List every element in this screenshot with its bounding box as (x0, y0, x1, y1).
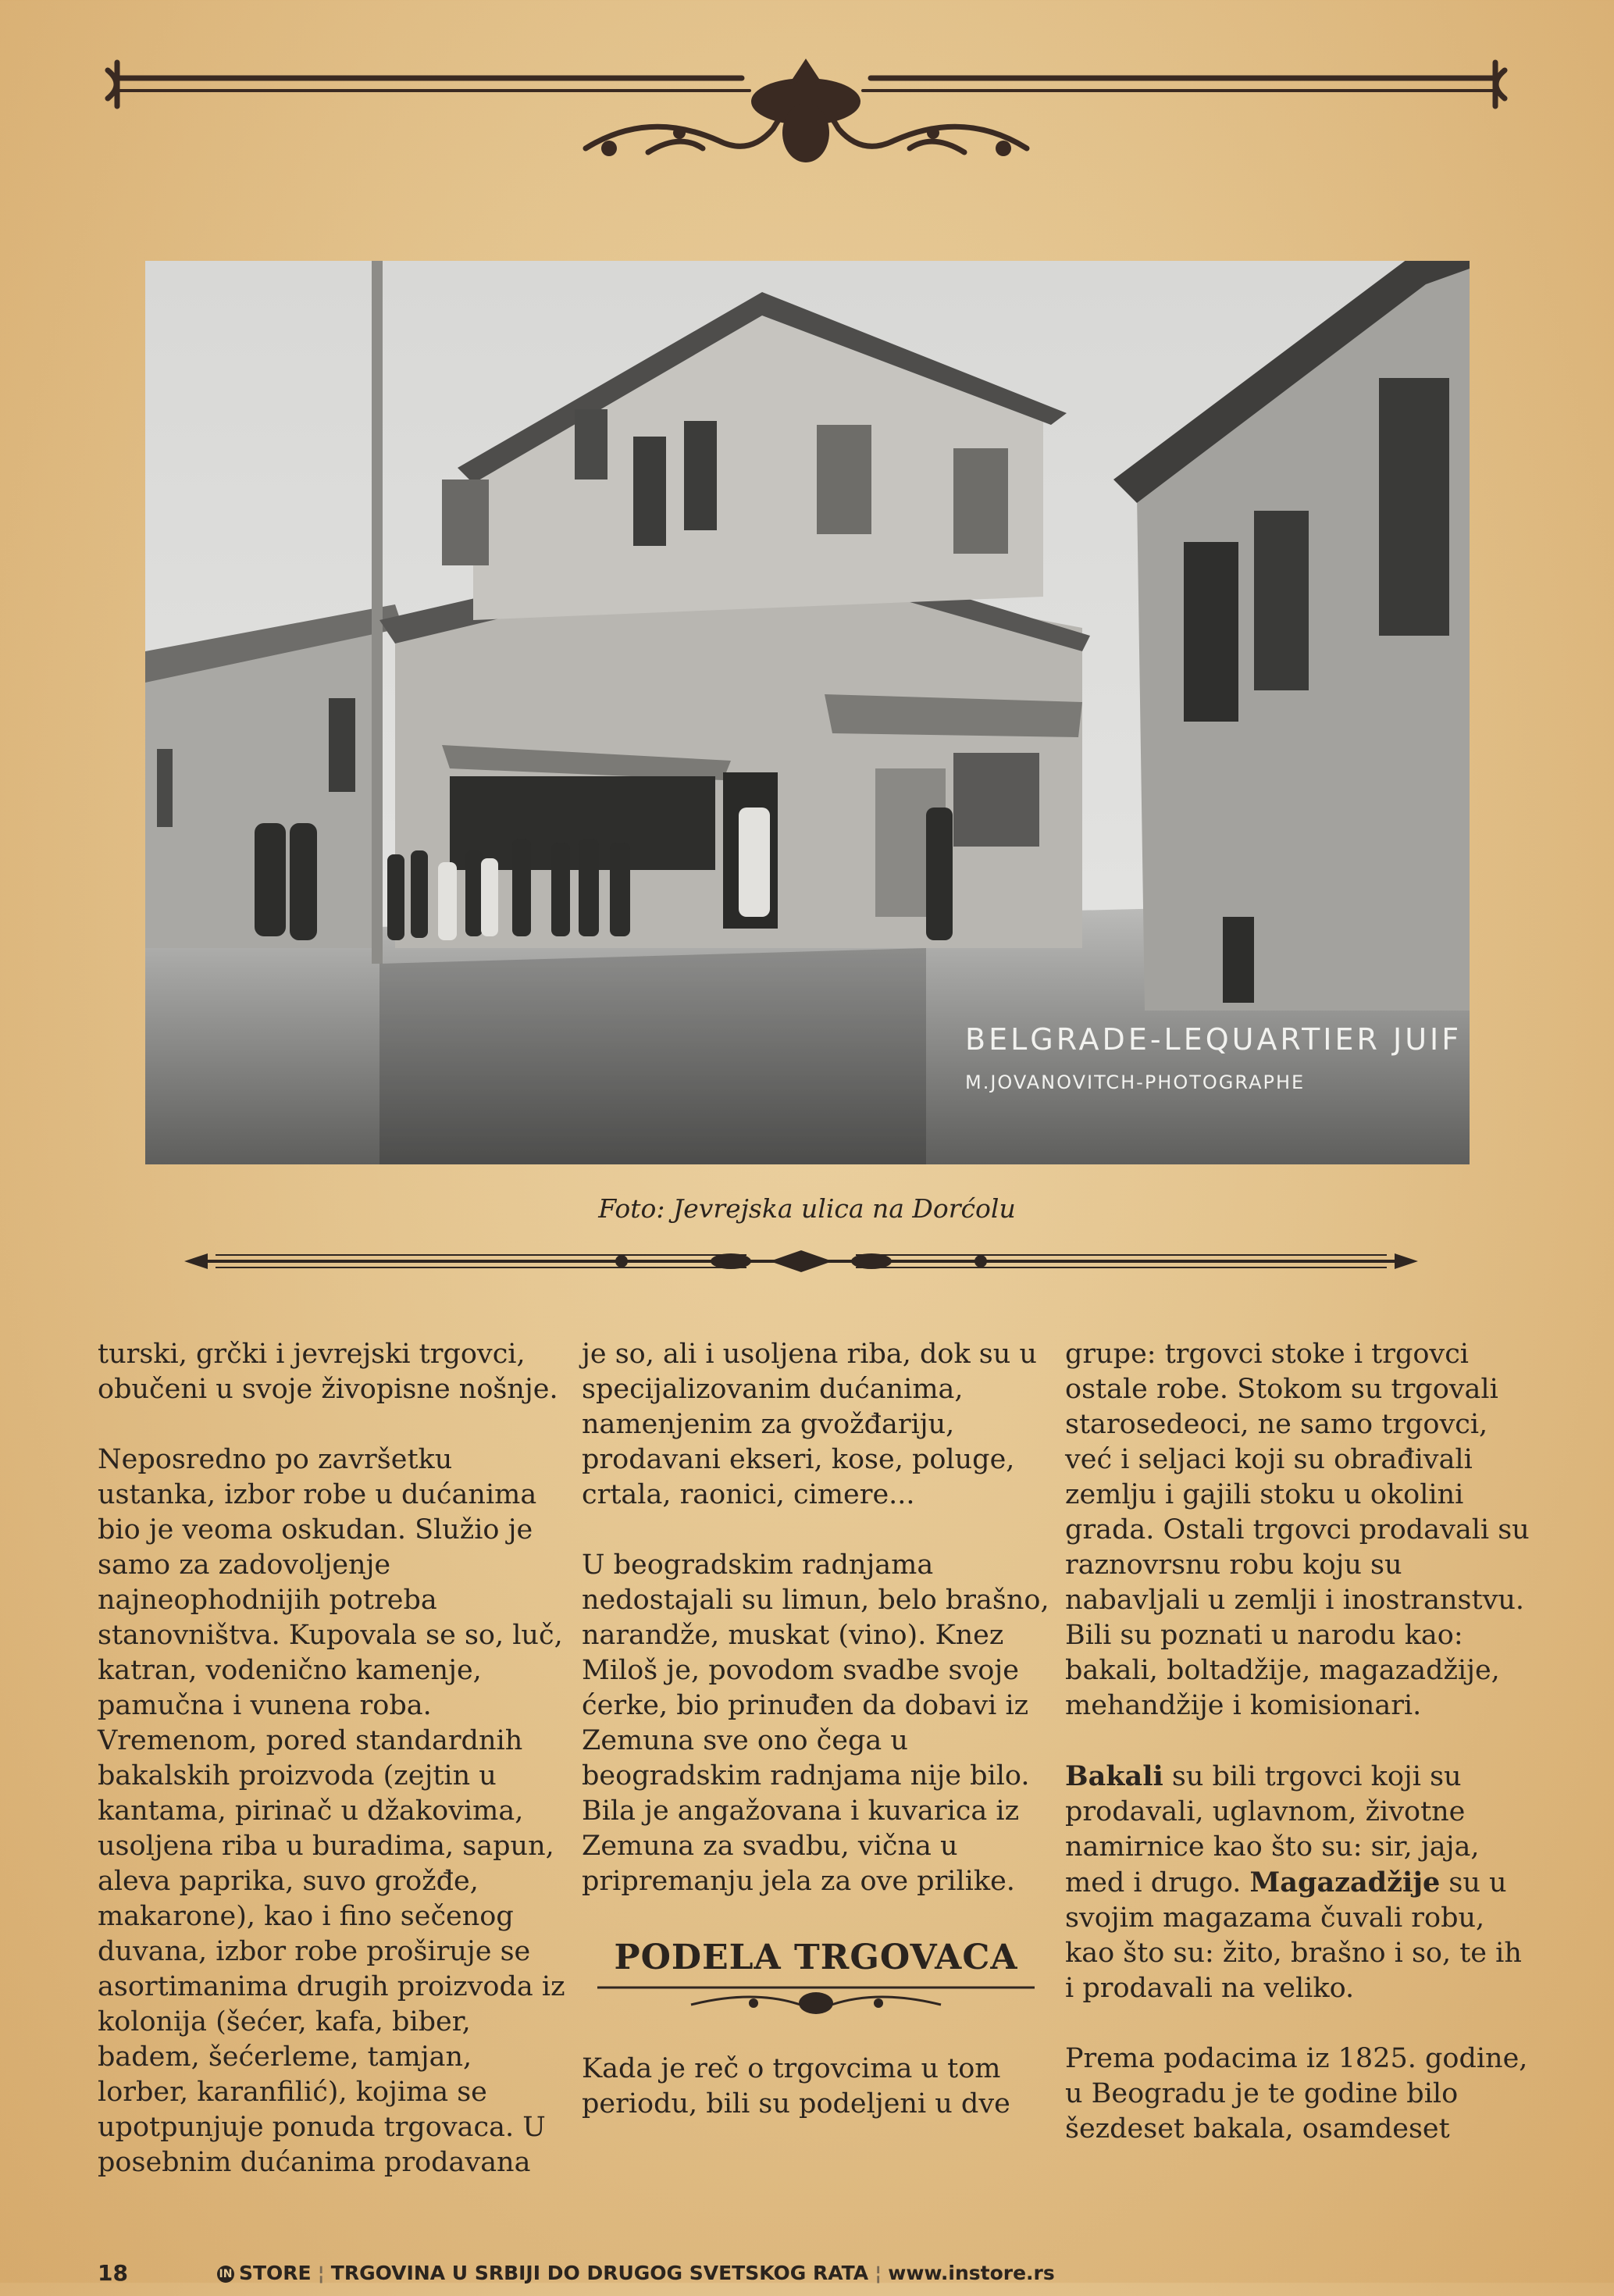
heading-ornament-icon (597, 1981, 1035, 2020)
page-footer (0, 2260, 1614, 2296)
photo-inscription-photographer: M.JOVANOVITCH-PHOTOGRAPHE (965, 1071, 1306, 1093)
paragraph-text: su bili trgovci koji su prodavali, uglavnom, životne namirnice kao što su: sir, jaja, med i drugo. (1065, 1761, 1480, 1898)
photo-caption: Foto: Jevrejska ulica na Dorćolu (598, 1193, 1016, 1224)
footer-url[interactable]: www.instore.rs (888, 2262, 1055, 2284)
paragraph (1065, 1759, 1534, 2006)
instore-logo-icon: IN (217, 2266, 234, 2283)
paragraph-text: su u svojim magazama čuvali robu, kao što su: žito, brašno i so, te ih i prodavali na veliko. (1065, 1867, 1522, 2004)
divider-ornament-icon (184, 1244, 1418, 1278)
historic-street-photo (145, 261, 1470, 1164)
paragraph: Neposredno po završetku ustanka, izbor robe u dućanima bio je veoma oskudan. Služio je samo za zadovoljenje najneophodnijih potreba stanovništva. Kupovala se so, luč, katran, vodenično kamenje, pamučna i vunena roba. Vremenom, pored standardnih bakalskih proizvoda (zejtin u kantama, pirinač u džakovima, usoljena riba u buradima, sapun, aleva paprika, suvo grožđe, makarone), kao i fino sečenog duvana, izbor robe proširuje se asortimanima drugih proizvoda iz kolonija (šećer, kafa, biber, badem, šećerleme, tamjan, lorber, karanfilić), kojima se upotpunjuje ponuda trgovaca. U posebnim dućanima prodavana (98, 1444, 565, 2178)
footer-title: TRGOVINA U SRBIJI DO DRUGOG SVETSKOG RATA (330, 2262, 869, 2284)
section-heading: PODELA TRGOVACA (614, 1938, 1018, 1977)
paragraph: turski, grčki i jevrejski trgovci, obučeni u svoje živopisne nošnje. (98, 1339, 558, 1405)
top-ornament-icon (102, 55, 1511, 172)
photo-inscription-title: BELGRADE-LEQUARTIER JUIF (965, 1022, 1463, 1057)
paragraph: U beogradskim radnjama nedostajali su limun, belo brašno, narandže, muskat (vino). Knez Miloš je, povodom svadbe svoje ćerke, bio prinuđen da dobavi iz Zemuna sve ono čega u beogradskim radnjama nije bilo. Bila je angažovana i kuvarica iz Zemuna za svadbu, vična u pripremanju jela za ove prilike. (582, 1549, 1049, 1897)
store-logo: IN STORE ¦ TRGOVINA U SRBIJI DO DRUGOG SVETSKOG RATA ¦ www.instore.rs (217, 2262, 1055, 2284)
term-bakali: Bakali (1065, 1760, 1163, 1792)
term-magazadzije: Magazadžije (1249, 1866, 1441, 1898)
page-number: 18 (98, 2260, 128, 2286)
text-column-3 (1065, 1337, 1534, 2182)
paragraph: Prema podacima iz 1825. godine, u Beogradu je te godine bilo šezdeset bakala, osamdeset (1065, 2043, 1528, 2144)
text-column-1 (98, 1337, 566, 2216)
paragraph: grupe: trgovci stoke i trgovci ostale robe. Stokom su trgovali starosedeoci, ne samo trgovci, već i seljaci koji su obrađivali zemlju i gajili stoku u okolini grada. Ostali trgovci prodavali su raznovrsnu robu koju su nabavljali u zemlji i inostranstvu. Bili su poznati u narodu kao: bakali, boltadžije, magazadžije, mehandžije i komisionari. (1065, 1339, 1530, 1721)
logo-text: STORE (239, 2262, 312, 2284)
text-column-2 (582, 1337, 1050, 2157)
paragraph: Kada je reč o trgovcima u tom periodu, bili su podeljeni u dve (582, 2053, 1010, 2120)
paragraph: je so, ali i usoljena riba, dok su u specijalizovanim dućanima, namenjenim za gvožđariju, prodavani ekseri, kose, poluge, crtala, raonici, cimere... (582, 1339, 1037, 1510)
